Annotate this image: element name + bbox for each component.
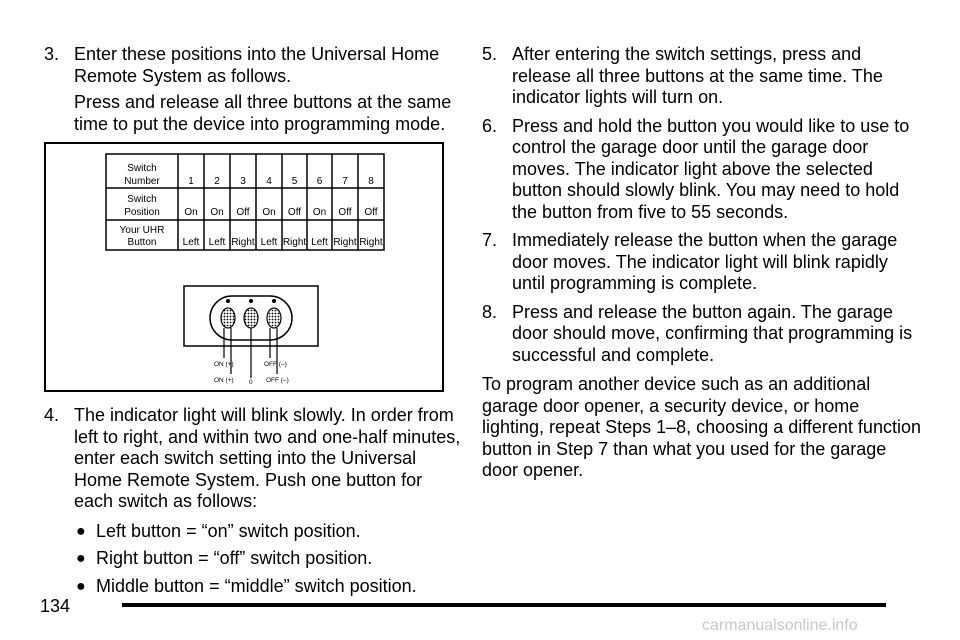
row-label-switch-number-2: Number <box>124 176 160 187</box>
switch-position-cell: Off <box>364 207 378 218</box>
step-text: Press and hold the button you would like to use to control the garage door until the garage door moves. The indicator light above the selected button should slowly blink. You may need to hold the button from five to 55 seconds. <box>512 115 910 222</box>
indicator-light-middle <box>249 299 253 303</box>
footer-rule <box>122 603 886 607</box>
switch-number-cell: 1 <box>188 176 194 187</box>
label-off-lower: OFF (–) <box>266 377 289 384</box>
row-label-switch-number-1: Switch <box>127 163 157 174</box>
switch-position-cell: On <box>312 207 327 218</box>
step-number: 6. <box>482 115 498 136</box>
uhr-button-cell: Left <box>182 237 200 248</box>
switch-position-cell: On <box>210 207 224 218</box>
label-on-upper: ON (+) <box>214 361 234 368</box>
switch-number-cell: 3 <box>240 176 246 187</box>
step-3 <box>44 44 464 87</box>
step-text: Immediately release the button when the garage door moves. The indicator light will blink rapidly until programming is complete. <box>512 230 898 293</box>
switch-number-cell: 7 <box>342 176 348 187</box>
uhr-button-cell: Left <box>311 237 328 248</box>
uhr-button-cell: Left <box>260 237 278 248</box>
step-text: The indicator light will blink slowly. In order from left to right, and within two and one-half minutes, enter each switch setting into the Universal Home Remote System. Push one button for each switch as follows: <box>74 405 461 511</box>
label-on-lower: ON (+) <box>214 377 234 384</box>
step-number: 3. <box>44 44 60 64</box>
switch-position-cell: On <box>262 207 276 218</box>
switch-position-cell: On <box>184 207 198 218</box>
list-item: ● Right button = “off” switch position. <box>76 548 373 568</box>
remote-button-right <box>267 308 281 328</box>
list-item: ● Left button = “on” switch position. <box>76 520 361 541</box>
uhr-button-cell: Right <box>333 237 357 248</box>
row-label-switch-position-2: Position <box>124 207 160 218</box>
bullet-icon: ● <box>76 577 86 595</box>
row-label-switch-position-1: Switch <box>127 194 157 205</box>
switch-number-cell: 6 <box>316 176 323 187</box>
step-7 <box>482 230 922 295</box>
step-number: 5. <box>482 44 498 64</box>
step-text: Press and release the button again. The garage door should move, confirming that programming is successful and complete. <box>512 301 913 365</box>
row-label-uhr-1: Your UHR <box>119 225 165 236</box>
step-3-followup: Press and release all three buttons at the same time to put the device into programming mode. <box>74 92 452 134</box>
label-zero: 0 <box>249 379 253 386</box>
step-5 <box>482 44 922 109</box>
switch-position-cell: Off <box>338 207 352 218</box>
left-column-lower <box>44 405 464 603</box>
step-8 <box>482 302 922 367</box>
watermark: carmanualsonline.info <box>702 617 858 634</box>
closing-paragraph: To program another device such as an additional garage door opener, a security device, or home lighting, repeat Steps 1–8, choosing a different function button in Step 7 than what you used for the garage door opener. <box>482 374 921 480</box>
switch-number-cell: 8 <box>368 176 374 187</box>
uhr-button-cell: Right <box>231 237 255 248</box>
label-off-upper: OFF (–) <box>264 361 287 368</box>
switch-number-cell: 2 <box>214 176 220 187</box>
step-number: 4. <box>44 405 60 425</box>
switch-number-cell: 5 <box>291 176 298 187</box>
step-number: 8. <box>482 301 498 322</box>
step-number: 7. <box>482 230 498 250</box>
step-text: Enter these positions into the Universal Home Remote System as follows. <box>74 44 440 86</box>
uhr-button-cell: Right <box>282 237 307 248</box>
indicator-light-right <box>272 299 276 303</box>
switch-position-cell: Off <box>236 207 250 218</box>
uhr-button-cell: Left <box>208 237 226 248</box>
bullet-icon: ● <box>76 550 86 567</box>
right-column <box>482 44 922 482</box>
switch-diagram <box>44 142 444 392</box>
bullet-icon: ● <box>76 522 86 540</box>
uhr-button-cell: Right <box>359 237 383 248</box>
step-text: After entering the switch settings, press and release all three buttons at the same time. The indicator lights will turn on. <box>512 44 883 107</box>
list-item: ● Middle button = “middle” switch position. <box>76 575 417 596</box>
bullet-list <box>74 521 464 598</box>
row-label-uhr-2: Button <box>127 237 157 248</box>
page-number: 134 <box>40 596 71 616</box>
switch-number-cell: 4 <box>266 176 272 187</box>
step-4 <box>44 405 464 513</box>
left-column <box>44 44 464 135</box>
indicator-light-left <box>226 299 230 303</box>
step-6 <box>482 116 922 224</box>
remote-button-middle <box>244 308 258 328</box>
remote-button-left <box>221 308 235 328</box>
switch-position-cell: Off <box>287 207 302 218</box>
diagram-svg <box>46 144 442 390</box>
